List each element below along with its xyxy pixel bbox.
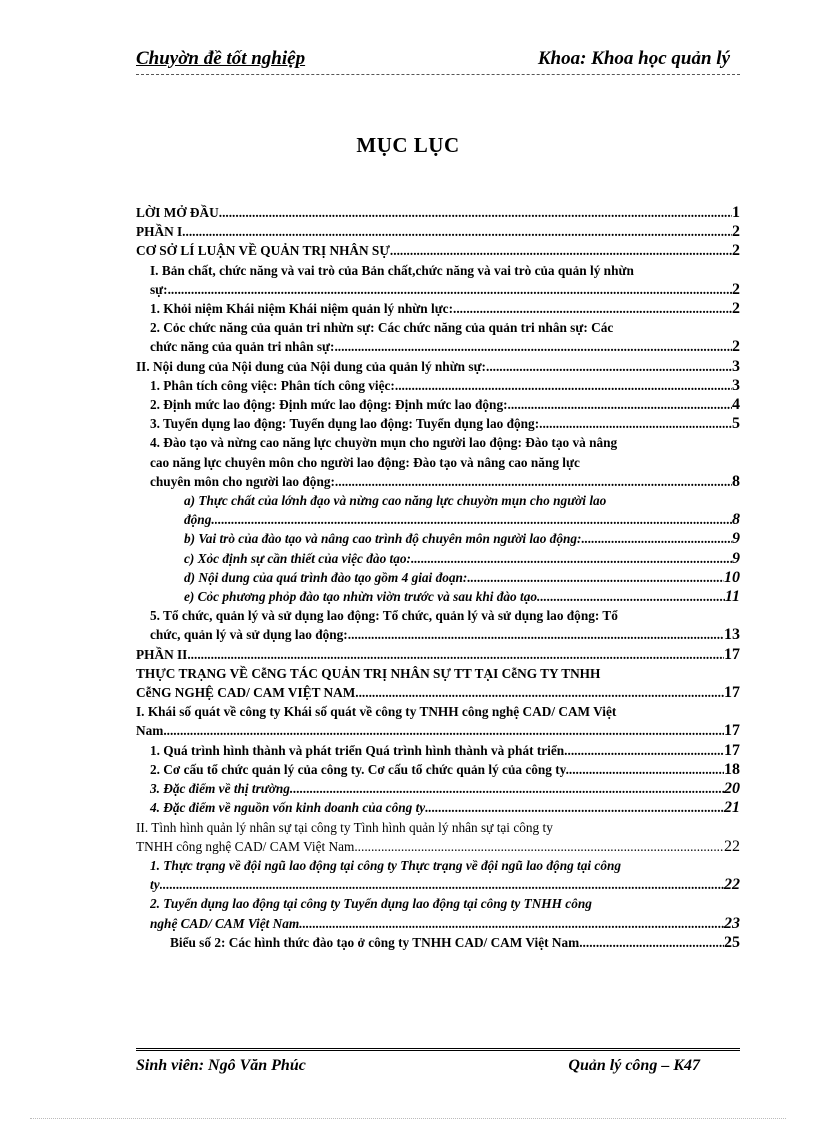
toc-entry[interactable] bbox=[136, 549, 740, 568]
toc-entry-text: e) Cỏc phương phỏp đào tạo nhừn viờn trước và sau khi đào tạo. bbox=[184, 589, 541, 605]
toc-entry-text: chuyên môn cho người lao động: bbox=[150, 473, 335, 489]
toc-entry-line: cao năng lực chuyên môn cho người lao động: Đào tạo và nâng cao năng lực bbox=[150, 454, 580, 470]
toc-page-number: 8 bbox=[732, 511, 740, 529]
toc-page-number: 11 bbox=[724, 588, 740, 606]
toc-entry[interactable] bbox=[136, 933, 740, 952]
toc-leader-dots bbox=[581, 529, 732, 548]
toc-entry-text: ty bbox=[150, 877, 160, 893]
toc-entry-text: 1. Khỏi niệm Khái niệm Khái niệm quản lý nhừn lực: bbox=[150, 301, 454, 317]
toc-entry-text: LỜI MỞ ĐẦU bbox=[136, 205, 219, 220]
toc-entry-line: I. Khái số quát về công ty Khái số quát về công ty TNHH công nghệ CAD/ CAM Việt bbox=[136, 704, 617, 720]
toc-page-number: 18 bbox=[724, 760, 740, 778]
toc-entry[interactable] bbox=[136, 894, 740, 932]
toc-leader-dots bbox=[348, 625, 724, 644]
toc-entry-text: nghệ CAD/ CAM Việt Nam bbox=[150, 915, 300, 931]
toc-entry[interactable] bbox=[136, 299, 740, 318]
toc-leader-dots bbox=[219, 203, 732, 222]
toc-leader-dots bbox=[335, 472, 732, 491]
toc-page-number: 8 bbox=[732, 472, 740, 490]
toc-entry-text: sự: bbox=[150, 281, 168, 297]
toc-leader-dots bbox=[215, 510, 732, 529]
header-right: Khoa: Khoa học quản lý bbox=[537, 48, 730, 69]
toc-entry-text: Biểu số 2: Các hình thức đào tạo ở công ty TNHH CAD/ CAM Việt Nam bbox=[170, 934, 580, 950]
toc-entry-text: 1. Phân tích công việc: Phân tích công việc: bbox=[150, 377, 395, 393]
toc-leader-dots bbox=[163, 721, 724, 740]
toc-entry-text: c) Xỏc định sự cần thiết của việc đào tạo: bbox=[184, 550, 411, 566]
toc-entry[interactable] bbox=[136, 779, 740, 798]
toc-entry-text: II. Nội dung của Nội dung của Nội dung của quản lý nhừn sự: bbox=[136, 358, 486, 374]
toc-page-number: 2 bbox=[732, 300, 740, 318]
toc-entry-line: 1. Thực trạng về đội ngũ lao động tại công ty Thực trạng về đội ngũ lao động tại công bbox=[150, 857, 622, 873]
toc-entry-text: b) Vai trò của đào tạo và nâng cao trình độ chuyên môn người lao động: bbox=[184, 531, 582, 547]
toc-entry[interactable] bbox=[136, 395, 740, 414]
toc-entry-line: 5. Tổ chức, quản lý và sử dụng lao động: Tổ chức, quản lý và sử dụng lao động: Tổ bbox=[150, 608, 618, 624]
toc-page-number: 17 bbox=[724, 684, 740, 702]
toc-entry[interactable] bbox=[136, 702, 740, 740]
toc-page-number: 9 bbox=[732, 549, 740, 567]
toc-page-number: 2 bbox=[732, 223, 740, 241]
footer-left: Sinh viên: Ngô Văn Phúc bbox=[136, 1057, 306, 1074]
page-title: MỤC LỤC bbox=[356, 133, 460, 157]
toc-page-number: 1 bbox=[732, 204, 740, 221]
header-left: Chuyờn đề tốt nghiệp bbox=[136, 48, 306, 69]
toc-entry[interactable] bbox=[136, 241, 740, 260]
page-footer bbox=[136, 1048, 740, 1081]
toc-page-number: 2 bbox=[732, 338, 740, 356]
toc-entry-text: chức năng của quản tri nhân sự: bbox=[150, 339, 335, 355]
toc-entry-text: CễNG NGHỆ CAD/ CAM VIỆT NAM bbox=[136, 685, 356, 701]
toc-page-number: 2 bbox=[732, 280, 740, 298]
toc-entry[interactable] bbox=[136, 645, 740, 664]
toc-entry[interactable] bbox=[136, 741, 740, 760]
toc-leader-dots bbox=[539, 414, 732, 433]
toc-page-number: 5 bbox=[732, 415, 740, 433]
toc-page-number: 22 bbox=[724, 837, 740, 855]
toc-page-number: 13 bbox=[724, 626, 740, 644]
toc-entry-text: PHẦN II bbox=[136, 646, 188, 662]
toc-entry[interactable] bbox=[136, 529, 740, 548]
toc-entry[interactable] bbox=[136, 261, 740, 299]
toc-page-number: 4 bbox=[732, 396, 740, 414]
toc-entry-text: PHẦN I bbox=[136, 224, 183, 240]
footer-right: Quản lý công – K47 bbox=[568, 1057, 700, 1074]
toc-leader-dots bbox=[411, 549, 732, 568]
toc-leader-dots bbox=[579, 933, 724, 952]
toc-entry[interactable] bbox=[136, 798, 740, 817]
toc-entry-line: 4. Đào tạo và nừng cao năng lực chuyờn mụn cho người lao động: Đào tạo và nâng bbox=[150, 435, 618, 451]
toc-page-number: 23 bbox=[724, 914, 740, 932]
toc-leader-dots bbox=[467, 568, 724, 587]
toc-leader-dots bbox=[293, 779, 724, 798]
toc-leader-dots bbox=[160, 875, 724, 894]
toc-entry-text: 4. Đặc điểm về nguồn vốn kinh doanh của công ty bbox=[150, 800, 426, 816]
toc-entry[interactable] bbox=[136, 856, 740, 894]
toc-leader-dots bbox=[569, 760, 724, 779]
toc-page-number: 22 bbox=[724, 876, 740, 894]
toc-leader-dots bbox=[299, 914, 724, 933]
table-of-contents bbox=[136, 203, 740, 952]
toc-entry[interactable] bbox=[136, 203, 740, 222]
toc-leader-dots bbox=[390, 241, 732, 260]
toc-leader-dots bbox=[355, 683, 724, 702]
toc-entry-text: 1. Quá trình hình thành và phát triển Quá trình hình thành và phát triển bbox=[150, 742, 565, 758]
toc-entry-line: a) Thực chất của lớnh đạo và nừng cao năng lực chuyờn mụn cho người lao bbox=[184, 493, 607, 509]
toc-leader-dots bbox=[334, 337, 732, 356]
toc-entry-text: 3. Tuyển dụng lao động: Tuyển dụng lao động: Tuyển dụng lao động: bbox=[150, 416, 540, 432]
toc-page-number: 2 bbox=[732, 242, 740, 260]
toc-entry-line: THỰC TRẠNG VỀ CễNG TÁC QUẢN TRỊ NHÂN SỰ TT TẠI CễNG TY TNHH bbox=[136, 665, 601, 681]
toc-entry[interactable] bbox=[136, 433, 740, 491]
toc-leader-dots bbox=[354, 837, 724, 856]
toc-entry[interactable] bbox=[136, 568, 740, 587]
toc-page-number: 17 bbox=[724, 722, 740, 740]
toc-entry-line: 2. Cỏc chức năng của quản tri nhừn sự: Các chức năng của quản tri nhân sự: Các bbox=[150, 320, 614, 336]
toc-entry[interactable] bbox=[136, 587, 740, 606]
toc-entry[interactable] bbox=[136, 760, 740, 779]
toc-page-number: 3 bbox=[732, 376, 740, 394]
toc-leader-dots bbox=[425, 798, 724, 817]
toc-page-number: 17 bbox=[724, 645, 740, 663]
toc-entry[interactable] bbox=[136, 491, 740, 529]
toc-page-number: 25 bbox=[724, 933, 740, 951]
toc-entry[interactable] bbox=[136, 818, 740, 856]
toc-page-number: 3 bbox=[732, 357, 740, 375]
toc-leader-dots bbox=[168, 280, 732, 299]
toc-leader-dots bbox=[453, 299, 732, 318]
toc-entry-text: d) Nội dung của quá trình đào tạo gồm 4 giai đoạn: bbox=[184, 569, 468, 585]
toc-leader-dots bbox=[395, 376, 732, 395]
toc-entry-text: TNHH công nghệ CAD/ CAM Việt Nam bbox=[136, 838, 355, 854]
toc-entry-line: II. Tình hình quản lý nhân sự tại công ty Tình hình quản lý nhân sự tại công ty bbox=[136, 819, 553, 835]
toc-entry-text: CƠ SỞ LÍ LUẬN VỀ QUẢN TRỊ NHÂN SỰ bbox=[136, 243, 390, 259]
toc-entry[interactable] bbox=[136, 606, 740, 644]
toc-entry[interactable] bbox=[136, 664, 740, 702]
toc-entry-text: 2. Định mức lao động: Định mức lao động: Định mức lao động: bbox=[150, 397, 508, 413]
toc-entry[interactable] bbox=[136, 318, 740, 356]
toc-leader-dots bbox=[486, 357, 732, 376]
toc-entry-text: 2. Cơ cấu tổ chức quản lý của công ty. Cơ cấu tổ chức quản lý của công ty. bbox=[150, 761, 569, 777]
toc-entry-line: 2. Tuyển dụng lao động tại công ty Tuyển dụng lao động tại công ty TNHH công bbox=[150, 896, 592, 912]
toc-entry-text: 3. Đặc điểm về thị trường. bbox=[150, 781, 294, 797]
toc-entry-line: I. Bản chất, chức năng và vai trò của Bản chất,chức năng và vai trò của quản lý nhừn bbox=[150, 262, 634, 278]
toc-page-number: 20 bbox=[724, 780, 740, 798]
toc-leader-dots bbox=[540, 587, 725, 606]
toc-page-number: 10 bbox=[724, 568, 740, 586]
toc-leader-dots bbox=[182, 222, 732, 241]
toc-page-number: 17 bbox=[724, 741, 740, 759]
page-edge-divider bbox=[30, 1118, 786, 1119]
toc-entry[interactable] bbox=[136, 357, 740, 376]
toc-entry[interactable] bbox=[136, 376, 740, 395]
toc-entry[interactable] bbox=[136, 222, 740, 241]
page-header bbox=[136, 48, 740, 75]
toc-leader-dots bbox=[187, 645, 724, 664]
toc-entry-text: chức, quản lý và sử dụng lao động: bbox=[150, 627, 348, 643]
toc-entry-text: động. bbox=[184, 512, 215, 528]
toc-page-number: 9 bbox=[732, 530, 740, 548]
toc-page-number: 21 bbox=[724, 799, 740, 817]
toc-leader-dots bbox=[564, 741, 724, 760]
toc-entry[interactable] bbox=[136, 414, 740, 433]
toc-entry-text: Nam bbox=[136, 723, 164, 739]
toc-leader-dots bbox=[508, 395, 732, 414]
